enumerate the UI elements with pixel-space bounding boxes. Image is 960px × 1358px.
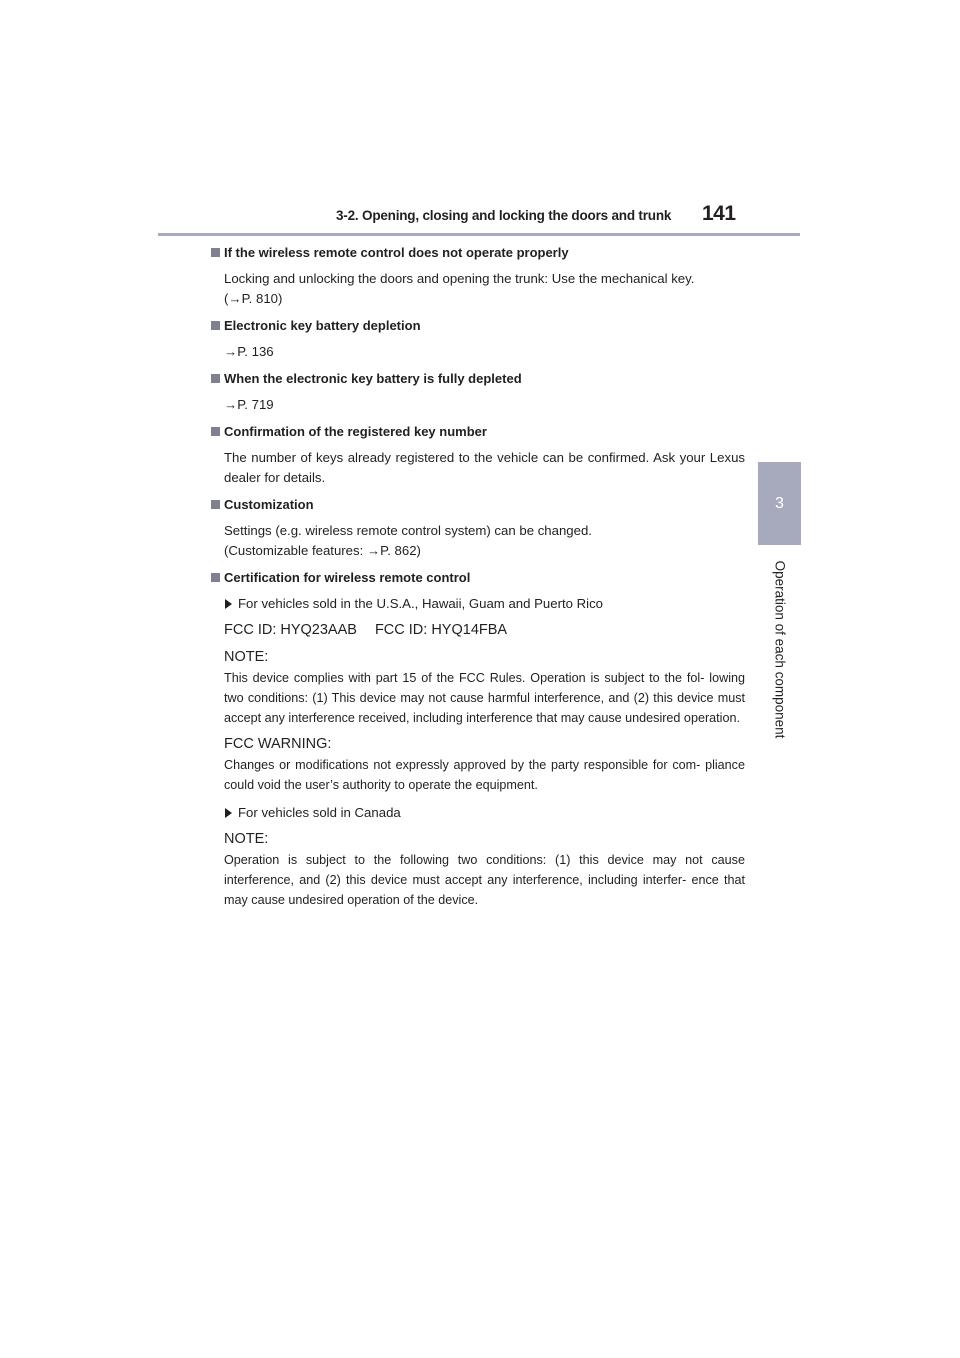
section-customization (211, 495, 745, 561)
page-reference-link[interactable]: (→P. 810) (224, 291, 283, 306)
square-bullet-icon (211, 248, 220, 257)
bullet-item-canada (211, 803, 745, 823)
arrow-bullet-icon (225, 808, 232, 818)
bullet-item-us (211, 594, 745, 614)
section-heading (211, 495, 745, 515)
section-heading (211, 316, 745, 336)
fcc-id: FCC ID: HYQ14FBA (374, 622, 508, 638)
section-heading (211, 243, 745, 263)
heading-text: Customization (224, 497, 314, 512)
heading-text: If the wireless remote control does not operate properly (224, 245, 569, 260)
section-registered-key-number (211, 422, 745, 488)
header-divider (158, 233, 800, 236)
square-bullet-icon (211, 321, 220, 330)
body-line: Settings (e.g. wireless remote control system) can be changed. (224, 523, 592, 538)
heading-text: Electronic key battery depletion (224, 318, 421, 333)
body-text (211, 269, 745, 309)
section-battery-depletion (211, 316, 745, 362)
chapter-tab[interactable] (758, 462, 801, 545)
heading-text: When the electronic key battery is fully depleted (224, 371, 522, 386)
fcc-ids (211, 620, 745, 641)
bullet-text: For vehicles sold in the U.S.A., Hawaii, Guam and Puerto Rico (238, 596, 604, 611)
body-text (211, 521, 745, 561)
heading-text: Confirmation of the registered key number (224, 424, 487, 439)
chapter-number: 3 (775, 494, 784, 512)
arrow-bullet-icon (225, 599, 232, 609)
page-number: 141 (702, 202, 736, 225)
note-label: NOTE: (224, 649, 269, 665)
body-line: Locking and unlocking the doors and opening the trunk: Use the mechanical key. (224, 271, 695, 286)
page-reference-link[interactable]: →P. 719 (224, 397, 274, 412)
section-certification (211, 568, 745, 910)
chapter-title: Operation of each component (772, 560, 787, 738)
note-label: NOTE: (224, 831, 269, 847)
page-reference-link[interactable]: (Customizable features: →P. 862) (224, 543, 421, 558)
section-remote-not-operating (211, 243, 745, 309)
section-heading (211, 568, 745, 588)
heading-text: Certification for wireless remote control (224, 570, 471, 585)
square-bullet-icon (211, 427, 220, 436)
warning-label: FCC WARNING: (224, 736, 332, 752)
section-title: 3-2. Opening, closing and locking the doors and trunk (336, 208, 672, 223)
body-text: The number of keys already registered to the vehicle can be confirmed. Ask your Lexus dealer for details. (224, 450, 745, 485)
page-content (211, 243, 745, 917)
square-bullet-icon (211, 374, 220, 383)
bullet-text: For vehicles sold in Canada (238, 805, 401, 820)
section-heading (211, 422, 745, 442)
section-heading (211, 369, 745, 389)
note-text: Operation is subject to the following two conditions: (1) this device may not cause interference, and (2) this device must accept any interference, including interfer- ence that may cause undesired operation of the device. (224, 853, 745, 907)
page-reference-link[interactable]: →P. 136 (224, 344, 274, 359)
note-text: This device complies with part 15 of the FCC Rules. Operation is subject to the fol- lowing two conditions: (1) This device may not cause harmful interference, and (2) this device must accept any interference received, including interference that may cause undesired operation. (224, 671, 745, 725)
fcc-id: FCC ID: HYQ23AAB (224, 622, 357, 638)
square-bullet-icon (211, 500, 220, 509)
chapter-title-vertical (758, 556, 801, 742)
section-battery-fully-depleted (211, 369, 745, 415)
square-bullet-icon (211, 573, 220, 582)
warning-text: Changes or modifications not expressly approved by the party responsible for com- pliance could void the user’s authority to operate the equipment. (224, 758, 745, 792)
